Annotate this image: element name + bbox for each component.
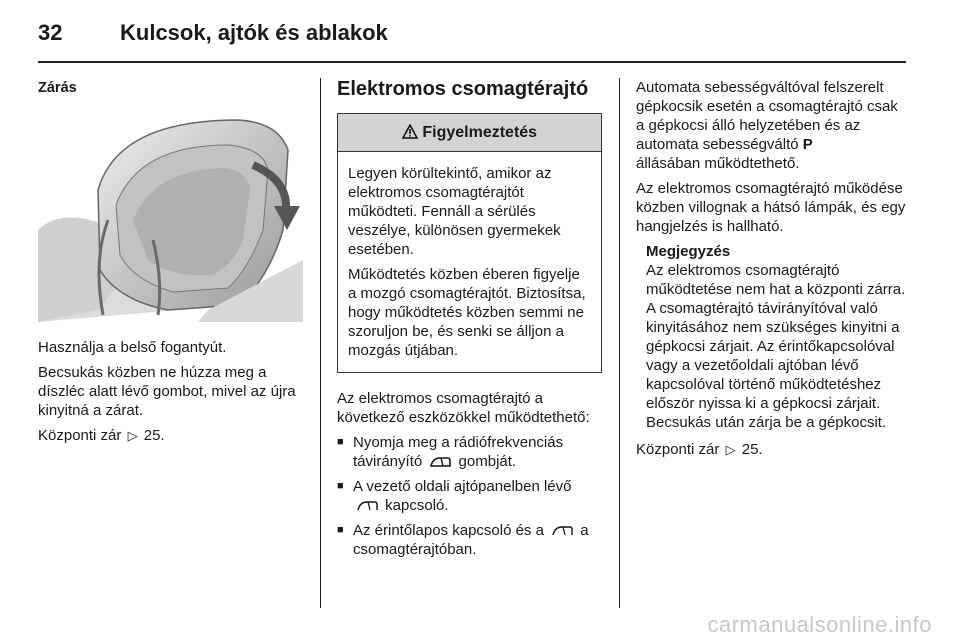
ref-page[interactable]: 25. <box>741 441 763 458</box>
column-divider-2 <box>619 78 620 608</box>
paragraph-closing: Becsukás közben ne húzza meg a díszléc alatt lévő gombot, mivel az újra kinyitná a zárat. <box>38 364 296 419</box>
warning-para-1: Legyen körültekintő, amikor az elektromos csomagtérajtót működteti. Fennáll a sérülés veszélye, különösen gyermekek esetében. <box>348 165 561 258</box>
warning-title: Figyelmeztetés <box>422 124 538 141</box>
central-lock-ref <box>38 426 303 445</box>
central-lock-ref <box>636 440 908 459</box>
watermark: carmanualsonline.info <box>707 612 932 637</box>
column-2 <box>337 78 602 565</box>
bullet-text: Az érintőlapos kapcsoló és a <box>353 522 544 539</box>
automatic-transmission-paragraph <box>636 78 908 173</box>
column-1 <box>38 78 303 451</box>
ref-text: Központi zár <box>636 441 720 458</box>
bullet-text: A vezető oldali ajtópanelben lévő <box>353 478 572 495</box>
operation-list <box>337 433 602 559</box>
note-title: Megjegyzés <box>646 243 731 260</box>
paragraph-text: állásában működtethető. <box>636 155 800 172</box>
bullet-text: gombját. <box>458 453 517 470</box>
column-divider-1 <box>320 78 321 608</box>
trunk-lid-illustration <box>38 110 303 322</box>
section-subheading: Zárás <box>38 80 77 96</box>
list-item <box>337 433 602 471</box>
page-number: 32 <box>38 20 63 45</box>
operation-intro: Az elektromos csomagtérajtó a következő eszközökkel működtethető: <box>337 390 590 426</box>
note-block <box>636 242 908 432</box>
column-3 <box>636 78 908 465</box>
note-body: Az elektromos csomagtérajtó működtetése nem hat a központi zárra. A csomagtérajtó távirányítóval való kinyitásához nem szükséges kinyitni a gépkocsi zárjait. Az érintőkapcsolóval vagy a vezetőoldali ajtóban lévő kapcsolóval történő működtetéshez először nyissa ki a gépkocsi zárjait. Becsukás után zárja be a gépkocsit. <box>646 262 906 431</box>
ref-page[interactable]: 25. <box>143 427 165 444</box>
warning-box <box>337 113 602 373</box>
bullet-text: Nyomja meg a rádiófrekvenciás távirányító <box>353 434 564 470</box>
page-ref-arrow-icon: ▷ <box>725 442 736 457</box>
warning-icon <box>402 124 418 139</box>
tailgate-switch-icon <box>356 499 378 513</box>
bullet-text: a csomagtérajtóban. <box>353 522 589 558</box>
paragraph-text: Automata sebességváltóval felszerelt gépkocsik esetén a csomagtérajtó csak a gépkocsi álló helyzetében és az automata sebességváltó <box>636 79 898 153</box>
section-heading: Elektromos csomagtérajtó <box>337 78 589 100</box>
lights-sound-paragraph: Az elektromos csomagtérajtó működése közben villognak a hátsó lámpák, és egy hangjelzés is hallható. <box>636 180 906 235</box>
list-item <box>337 477 602 515</box>
gear-position-p: P <box>802 136 813 153</box>
paragraph-handle: Használja a belső fogantyút. <box>38 339 227 356</box>
warning-header <box>338 114 601 152</box>
tailgate-switch-icon <box>551 524 573 538</box>
header-rule <box>38 61 906 63</box>
warning-para-2: Működtetés közben éberen figyelje a mozgó csomagtérajtót. Biztosítsa, hogy működtetés közben semmi ne szoruljon be, és senki se álljon a mozgás útjában. <box>348 266 586 359</box>
list-item <box>337 521 602 559</box>
page-ref-arrow-icon: ▷ <box>127 428 138 443</box>
remote-tailgate-icon <box>429 455 451 469</box>
bullet-text: kapcsoló. <box>385 497 449 514</box>
chapter-title: Kulcsok, ajtók és ablakok <box>120 20 388 45</box>
warning-body <box>338 152 601 372</box>
ref-text: Központi zár <box>38 427 122 444</box>
